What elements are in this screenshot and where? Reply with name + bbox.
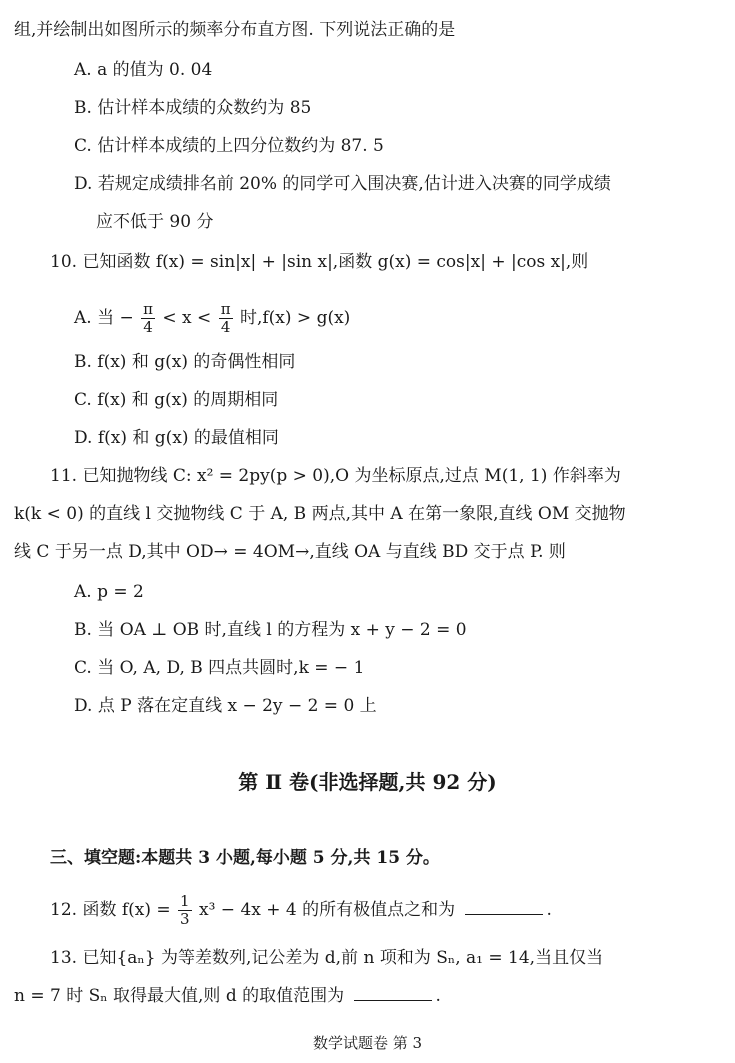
- q12-prefix: 12. 函数 f(x) =: [50, 900, 171, 920]
- q12-end: .: [546, 900, 552, 920]
- q11-stem-line2: k(k < 0) 的直线 l 交抛物线 C 于 A, B 两点,其中 A 在第一象限,直线 OM 交抛物: [14, 504, 626, 524]
- q9-option-b: B. 估计样本成绩的众数约为 85: [74, 98, 312, 118]
- q9-stem-end: 组,并绘制出如图所示的频率分布直方图. 下列说法正确的是: [14, 20, 456, 40]
- section3-heading: 三、填空题:本题共 3 小题,每小题 5 分,共 15 分。: [50, 848, 440, 868]
- q10-a-fraction-left: $\frac{\pi}{4}$: [143, 300, 153, 336]
- q10-a-fraction-right: $\frac{\pi}{4}$: [220, 300, 231, 336]
- q10-a-middle: < x <: [162, 308, 212, 328]
- q12: [50, 890, 552, 930]
- q12-fraction: $\frac{1}{3}$: [180, 892, 190, 928]
- q11-option-b: B. 当 OA ⊥ OB 时,直线 l 的方程为 x + y − 2 = 0: [74, 620, 467, 640]
- q10-option-a: [74, 298, 350, 338]
- q11-stem-line1: 11. 已知抛物线 C: x² = 2py(p > 0),O 为坐标原点,过点 M(1, 1) 作斜率为: [50, 466, 621, 486]
- page-footer: 数学试题卷 第 3: [312, 1034, 423, 1052]
- q10-option-c: C. f(x) 和 g(x) 的周期相同: [74, 390, 279, 410]
- q9-option-d-line2: 应不低于 90 分: [96, 212, 214, 232]
- q13-end: .: [435, 986, 441, 1006]
- q10-option-d: D. f(x) 和 g(x) 的最值相同: [74, 428, 279, 448]
- q12-suffix: x³ − 4x + 4 的所有极值点之和为: [199, 900, 456, 920]
- q10-a-suffix: 时,f(x) > g(x): [239, 308, 351, 328]
- q10-a-prefix: A. 当 −: [74, 308, 134, 328]
- q9-option-a: A. a 的值为 0. 04: [74, 60, 213, 80]
- q13-line2: [14, 984, 441, 1008]
- q11-option-d: D. 点 P 落在定直线 x − 2y − 2 = 0 上: [74, 696, 377, 716]
- q9-option-d-line1: D. 若规定成绩排名前 20% 的同学可入围决赛,估计进入决赛的同学成绩: [74, 174, 611, 194]
- q13-line1: 13. 已知{aₙ} 为等差数列,记公差为 d,前 n 项和为 Sₙ, a₁ = 14,当且仅当: [50, 948, 604, 968]
- part2-title: 第 Ⅱ 卷(非选择题,共 92 分): [238, 770, 497, 794]
- q10-option-b: B. f(x) 和 g(x) 的奇偶性相同: [74, 352, 296, 372]
- q9-option-c: C. 估计样本成绩的上四分位数约为 87. 5: [74, 136, 384, 156]
- q13-line2-text: n = 7 时 Sₙ 取得最大值,则 d 的取值范围为: [14, 986, 345, 1006]
- q10-stem: 10. 已知函数 f(x) = sin|x| + |sin x|,函数 g(x) = cos|x| + |cos x|,则: [50, 252, 589, 272]
- q11-stem-line3: 线 C 于另一点 D,其中 OD→ = 4OM→,直线 OA 与直线 BD 交于点 P. 则: [14, 542, 566, 562]
- q11-option-a: A. p = 2: [74, 582, 144, 602]
- q11-option-c: C. 当 O, A, D, B 四点共圆时,k = − 1: [74, 658, 365, 678]
- q12-answer-blank: [465, 898, 543, 915]
- q13-answer-blank: [354, 984, 432, 1001]
